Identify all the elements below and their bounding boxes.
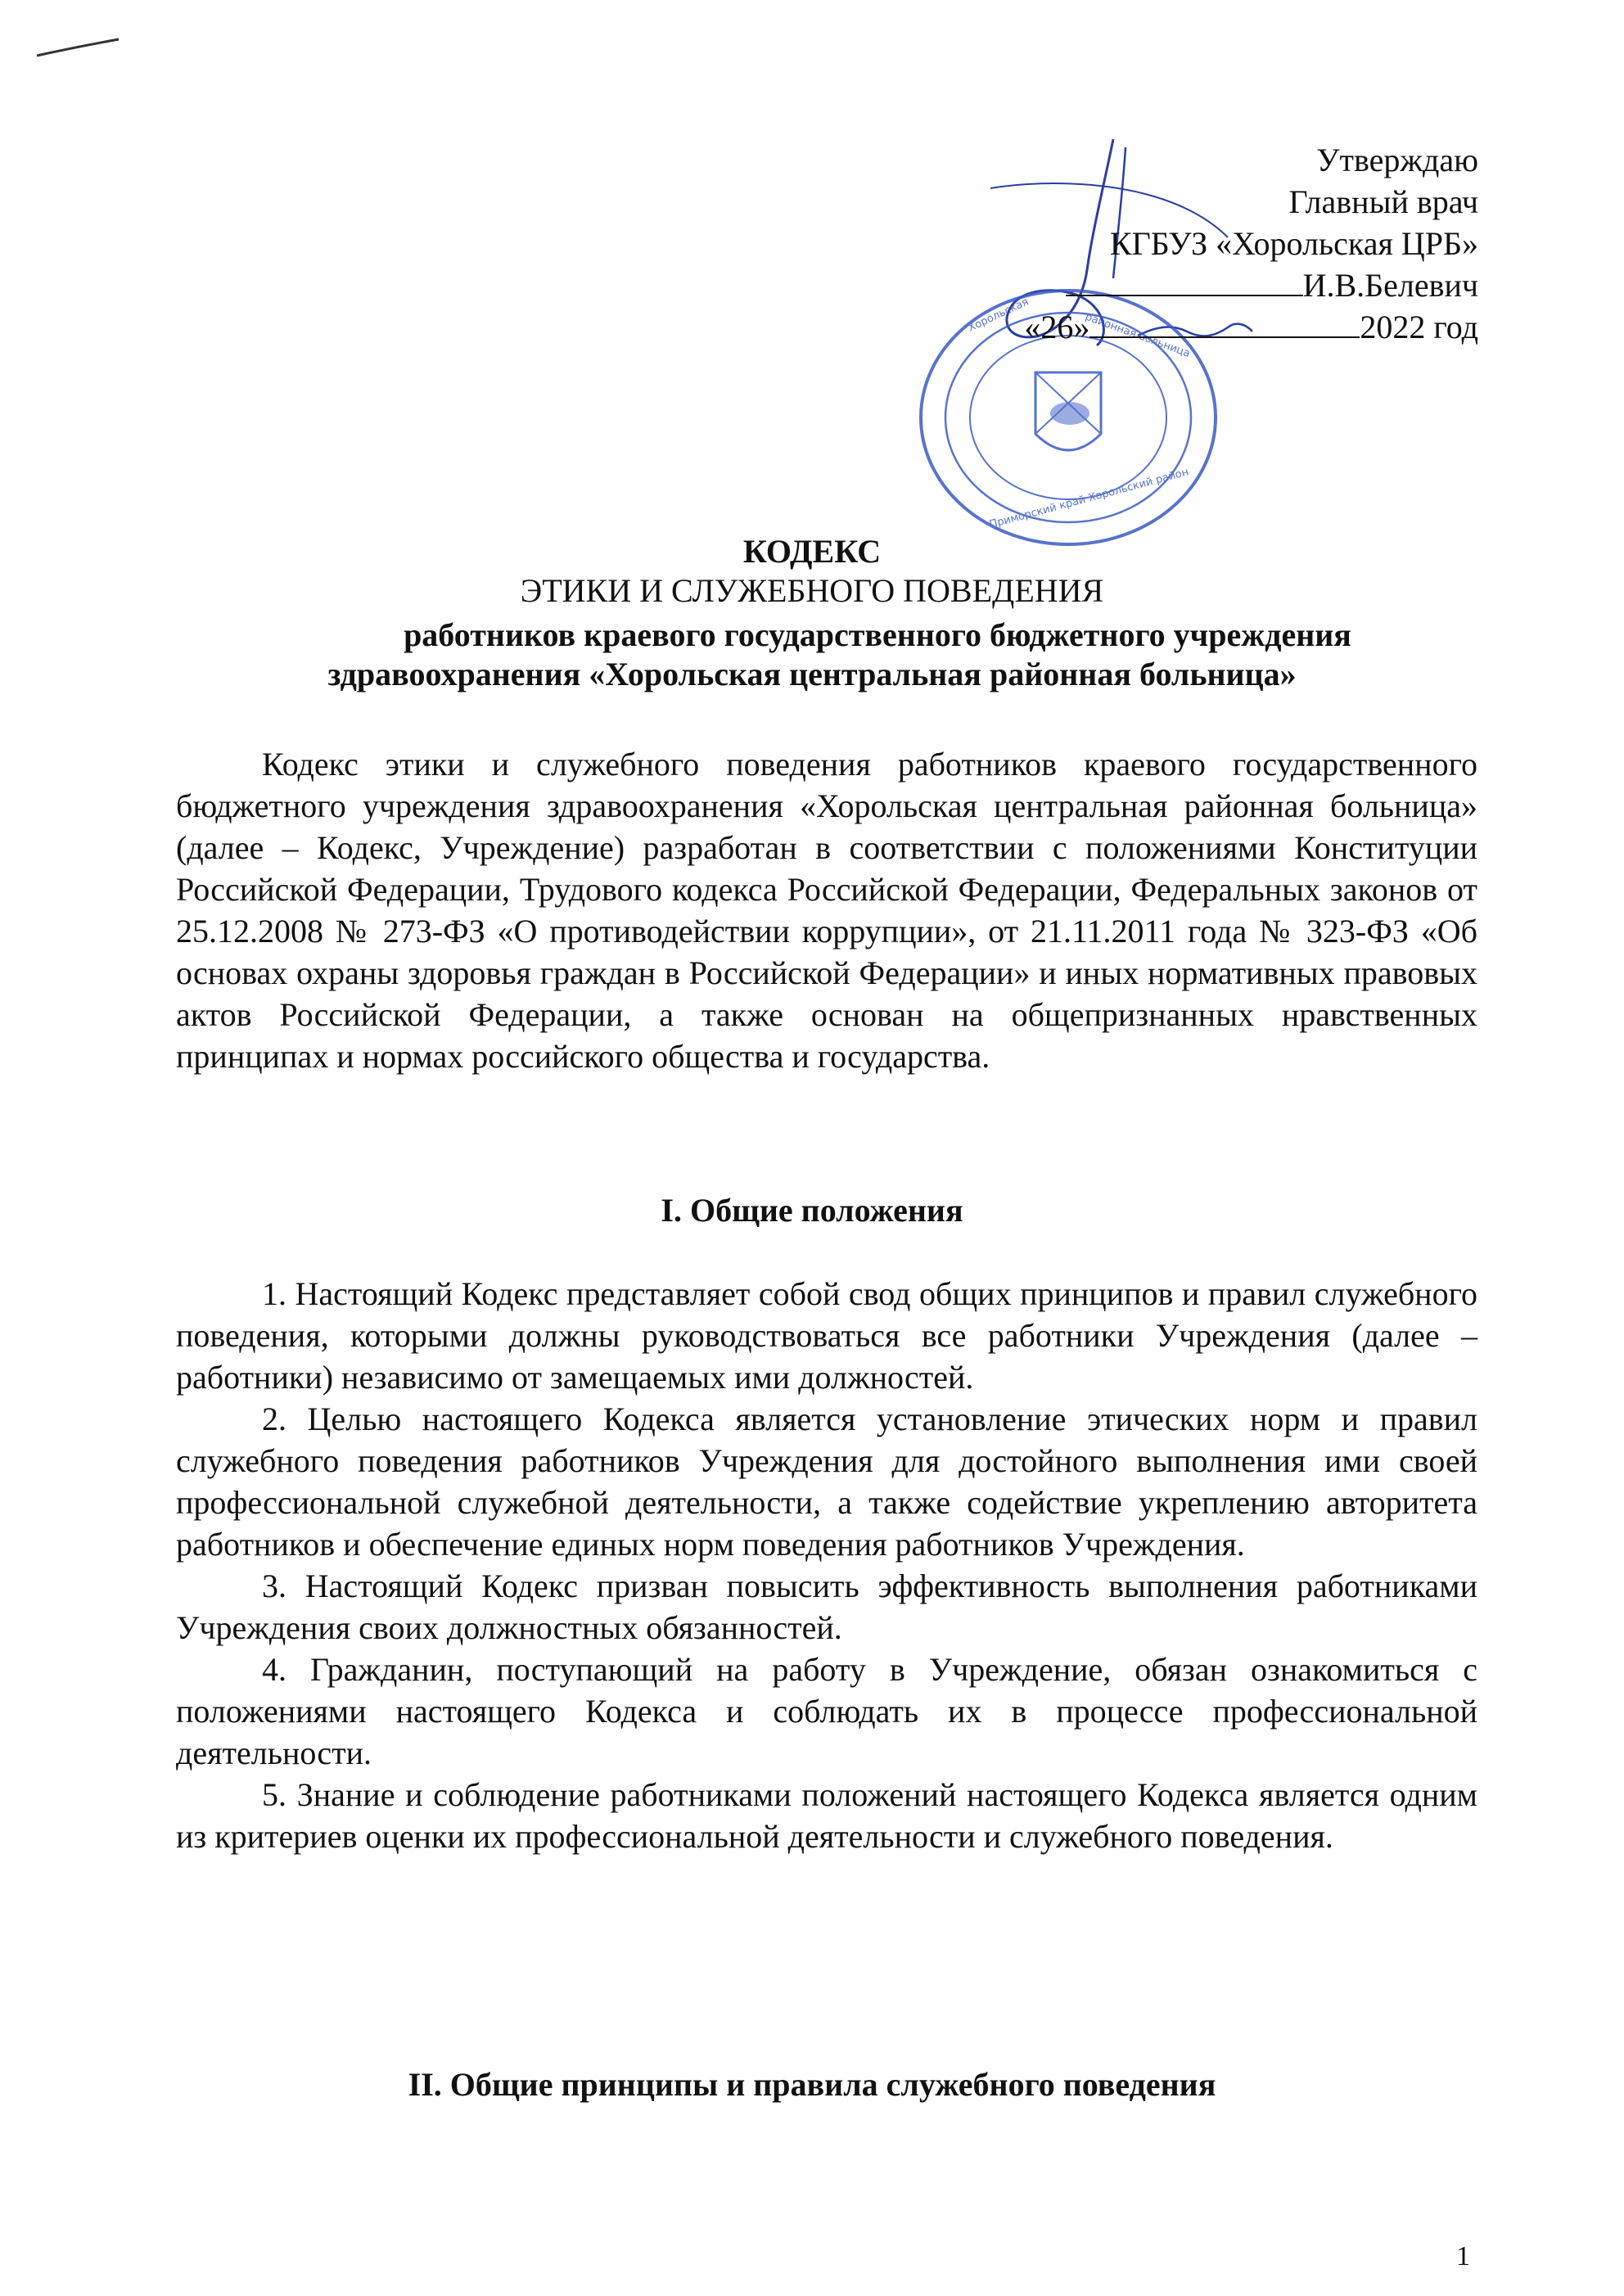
scan-mark <box>33 33 123 65</box>
section-1-item-5: 5. Знание и соблюдение работниками положений настоящего Кодекса является одним из критериев оценки их профессиональной деятельности и служебного поведения. <box>176 1776 1477 1855</box>
approval-block <box>1024 139 1478 348</box>
section-2-title: II. Общие принципы и правила служебного поведения <box>408 2066 1216 2103</box>
approval-date-day: «26» <box>1024 309 1090 345</box>
svg-text:Приморский край Хорольский рай: Приморский край Хорольский район <box>988 466 1190 531</box>
approval-date-year: 2022 год <box>1360 309 1478 345</box>
title-sub: ЭТИКИ И СЛУЖЕБНОГО ПОВЕДЕНИЯ <box>520 572 1104 609</box>
approval-signature-line <box>1024 264 1478 306</box>
document-subtitle <box>106 616 1518 694</box>
section-1-item-4: 4. Гражданин, поступающий на работу в Учреждение, обязан ознакомиться с положениями настоящего Кодекса и соблюдать их в процессе профессиональной деятельности. <box>176 1651 1477 1771</box>
section-1-item-2: 2. Целью настоящего Кодекса является установление этических норм и правил служебного поведения работников Учреждения для достойного выполнения ими своей профессиональной служебной деятельности, а также содействие укреплению авторитета работников и обеспечение единых норм поведения работников Учреждения. <box>176 1401 1477 1563</box>
approval-date-line <box>1024 306 1478 348</box>
svg-text:Хорольская: Хорольская <box>966 295 1031 335</box>
approval-heading: Утверждаю <box>1316 142 1478 178</box>
title-desc-line1: работников краевого государственного бюджетного учреждения <box>404 616 1351 653</box>
section-1-title: I. Общие положения <box>661 1192 963 1229</box>
section-1-item-3: 3. Настоящий Кодекс призван повысить эффективность выполнения работниками Учреждения своих должностных обязанностей. <box>176 1568 1477 1646</box>
intro-paragraph: Кодекс этики и служебного поведения работников краевого государственного бюджетного учреждения здравоохранения «Хорольская центральная районная больница» (далее – Кодекс, Учреждение) разработан в соответствии с положениями Конституции Российской Федерации, Трудового кодекса Российской Федерации, Федеральных законов от 25.12.2008 № 273-ФЗ «О противодействии коррупции», от 21.11.2011 года № 323-ФЗ «Об основах охраны здоровья граждан в Российской Федерации» и иных нормативных правовых актов Российской Федерации, а также основан на общепризнанных нравственных принципах и нормах российского общества и государства. <box>176 746 1477 1075</box>
signature-blank <box>1066 295 1303 296</box>
title-desc-line2: здравоохранения «Хорольская центральная районная больница» <box>327 656 1297 692</box>
approval-organization: КГБУЗ «Хорольская ЦРБ» <box>1109 225 1478 262</box>
svg-text:районная больница: районная больница <box>1083 310 1192 361</box>
section-1-item-1: 1. Настоящий Кодекс представляет собой свод общих принципов и правил служебного поведения, которыми должны руководствоваться все работники Учреждения (далее – работники) независимо от замещаемых ими должностей. <box>176 1275 1477 1396</box>
approval-signer: И.В.Белевич <box>1302 267 1478 304</box>
title-main: КОДЕКС <box>742 533 882 570</box>
section-1-body <box>176 1273 1477 1857</box>
approval-position: Главный врач <box>1288 183 1478 220</box>
date-month-blank <box>1089 336 1360 338</box>
document-title <box>0 532 1624 611</box>
page-number: 1 <box>1456 2241 1470 2271</box>
intro-section <box>176 743 1477 1077</box>
